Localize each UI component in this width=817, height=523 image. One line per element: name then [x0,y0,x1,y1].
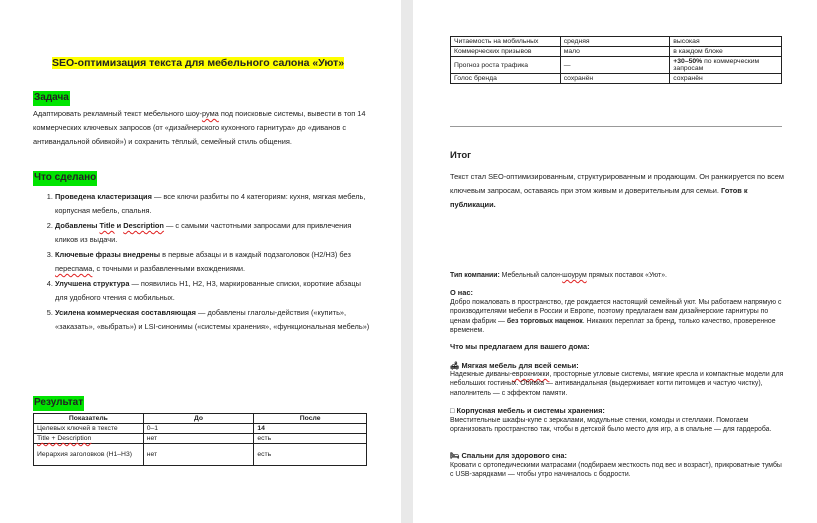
horizontal-divider [450,126,782,127]
list-item: 1. Проведена кластеризация — все ключи разбиты по 4 категориям: кухня, мягкая мебель, корпусная мебель, спальня. [55,190,371,218]
table-row: Коммерческих призывов мало в каждом блоке [451,47,782,57]
result-heading: Результат [33,392,84,410]
table-row: Читаемость на мобильных средняя высокая [451,37,782,47]
table-row: Голос бренда сохранён сохранён [451,74,782,84]
section-title-cabinet-furniture: □ Корпусная мебель и системы хранения: [450,406,605,415]
cabinet-icon: □ [450,406,455,415]
table-row: Целевых ключей в тексте 0–1 14 [34,424,367,434]
itog-heading: Итог [450,150,472,161]
table-row: Иерархия заголовков (H1–H3) нет есть [34,444,367,466]
done-list [33,190,371,335]
about-paragraph: Добро пожаловать в пространство, где рождается настоящий семейный уют. Мы работаем напрямую с производителями мебели в России и Европе, поэтому предлагаем вам дизайнерские гарнитуры по ценам фабрик — без торговых наценок. Никаких переплат за бренд, только качество, проверенное временем. [450,299,782,335]
list-item: 2. Добавлены Title и Description — с самыми частотными запросами для привлечения кликов из выдачи. [55,219,371,247]
section-title-bedroom: 🛏 Спальни для здорового сна: [450,451,567,460]
section-text-cabinet-furniture: Вместительные шкафы-купе с зеркалами, модульные стенки, комоды и стеллажи. Помогаем организовать пространство так, чтобы в детской было место для игр, а в спальне — для гардероба. [450,417,772,434]
task-paragraph: Адаптировать рекламный текст мебельного шоу-рума под поисковые системы, вывести в топ 14 коммерческих ключевых запросов (от «дизайнерского кухонного гарнитура» до «диванов с антивандальной обивкой») и сохранить тёплый, семейный стиль общения. [33,109,366,146]
list-item: 5. Усилена коммерческая составляющая — добавлены глаголы-действия («купить», «заказать», «выбрать») и LSI-синонимы («системы хранения», «функциональная мебель») [55,306,371,334]
document-title: SEO-оптимизация текста для мебельного салона «Уют» [52,57,345,69]
document-page-left [0,0,401,523]
document-page-right [413,0,817,523]
section-title-soft-furniture: 🛋 Мягкая мебель для всей семьи: [450,361,579,370]
list-item: 3. Ключевые фразы внедрены в первые абзацы и в каждый подзаголовок (H2/H3) без переспама, с точными и разбавленными вхождениями. [55,248,371,276]
done-heading: Что сделано [33,167,97,185]
list-item: 4. Улучшена структура — появились H1, H2, H3, маркированные списки, короткие абзацы для удобного чтения с мобильных. [55,277,371,305]
offer-heading: Что мы предлагаем для вашего дома: [450,342,590,351]
table-row: Прогноз роста трафика — +30–50% по коммерческим запросам [451,57,782,74]
bed-icon: 🛏 [450,451,460,460]
table-row: Title + Description нет есть [34,434,367,444]
result-table [33,413,367,466]
section-text-bedroom: Кровати с ортопедическими матрасами (подбираем жесткость под вес и возраст), прикроватные тумбы с USB-зарядками — чтобы утро начиналось с бодрости. [450,462,782,479]
task-heading: Задача [33,87,70,105]
company-type: Тип компании: Мебельный салон-шоурум прямых поставок «Уют». [450,272,667,279]
table-header-row: Показатель До После [34,414,367,424]
result-table-continued [450,36,782,84]
about-heading: О нас: [450,288,473,297]
sofa-icon: 🛋 [450,361,460,370]
itog-paragraph: Текст стал SEO-оптимизированным, структурированным и продающим. Он ранжируется по всем ключевым запросам, оставаясь при этом живым и доверительным для семьи. Готов к публикации. [450,172,784,209]
section-text-soft-furniture: Надежные диваны-еврокнижки, просторные угловые системы, мягкие кресла и компактные модели для небольших гостиных. Обивка — антивандальная (выдерживает когти питомцев и частую чистку), наполнитель — с эффектом памяти. [450,371,784,397]
